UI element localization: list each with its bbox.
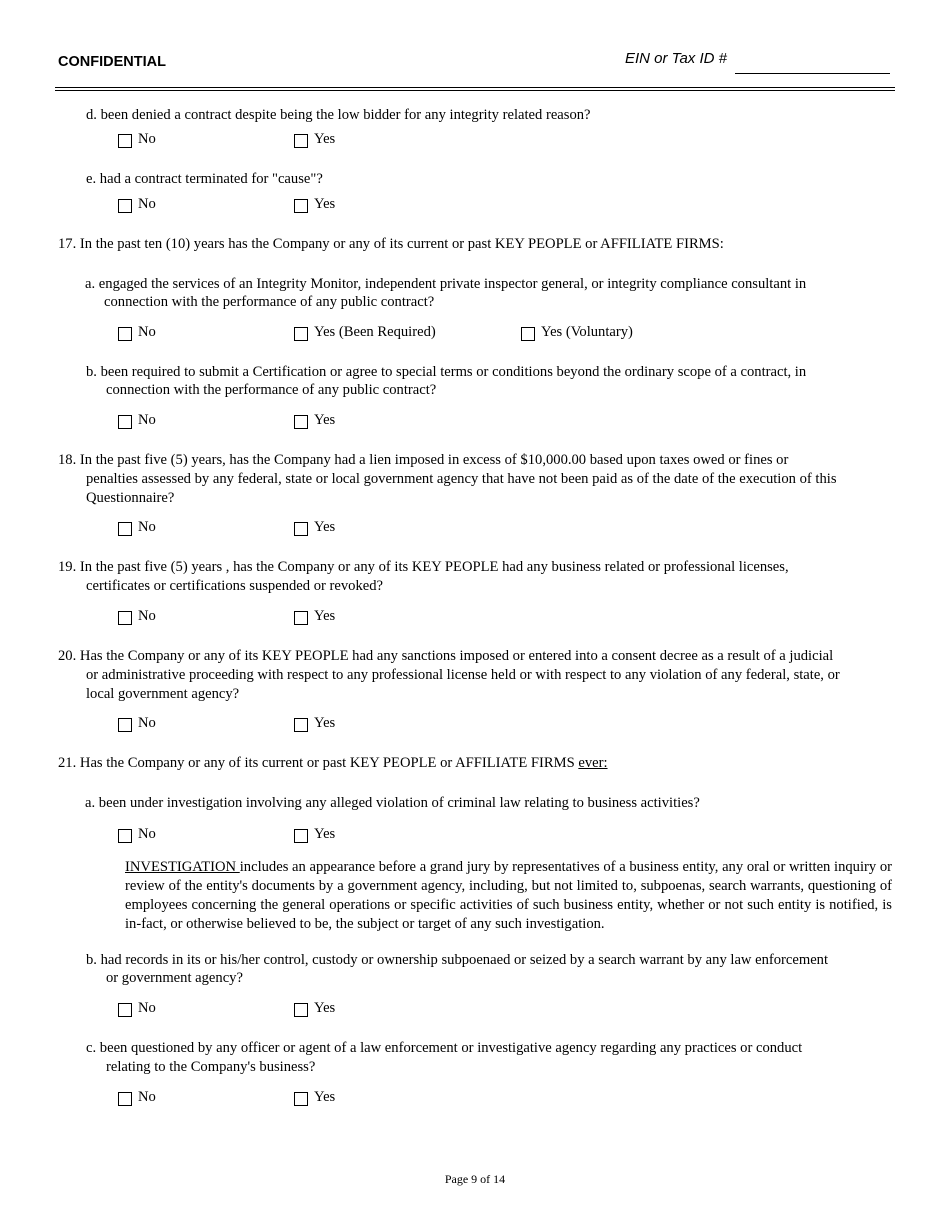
checkbox-icon[interactable]: [118, 327, 132, 341]
question-text: Has the Company or any of its KEY PEOPLE had any sanctions imposed or entered into a consent decree as a result of a judicial: [79, 648, 834, 664]
checkbox-icon[interactable]: [118, 415, 132, 429]
question-18-line3: Questionnaire?: [86, 490, 175, 506]
option-label: No: [138, 411, 156, 428]
question-text: Has the Company or any of its current or past KEY PEOPLE or AFFILIATE FIRMS: [79, 755, 579, 771]
q21b-yes-option[interactable]: [294, 999, 335, 1017]
question-21b-line1: [86, 951, 828, 970]
question-text: been under investigation involving any alleged violation of criminal law relating to business activities?: [98, 795, 700, 811]
question-17a-line2: connection with the performance of any public contract?: [104, 294, 435, 310]
checkbox-icon[interactable]: [118, 718, 132, 732]
question-text: In the past five (5) years , has the Company or any of its KEY PEOPLE had any business related or professional licenses,: [79, 559, 789, 575]
question-16d: [86, 106, 591, 125]
option-label: No: [138, 195, 156, 212]
question-label: d.: [86, 107, 97, 123]
checkbox-icon[interactable]: [294, 199, 308, 213]
checkbox-icon[interactable]: [118, 611, 132, 625]
definition-text: includes an appearance before a grand jury by representatives of a business entity, any oral or written inquiry or review of the entity's documents by a government agency, including, but not limited to, subpoenas, search warrants, questioning of employees concerning the general operations or specific activities of such business entity, whether or not such entity is notified, is in-fact, or otherwise believed to be, the subject or target of any such investigation.: [125, 859, 892, 932]
q19-yes-option[interactable]: [294, 607, 335, 625]
question-text: In the past ten (10) years has the Company or any of its current or past KEY PEOPLE or AFFILIATE FIRMS:: [79, 236, 724, 252]
ein-input-line[interactable]: [735, 73, 890, 74]
question-text: had a contract terminated for "cause"?: [99, 171, 323, 187]
option-label: Yes (Voluntary): [541, 323, 633, 340]
question-number: 17.: [58, 236, 77, 252]
option-label: No: [138, 825, 156, 842]
option-label: Yes: [314, 714, 336, 731]
option-label: No: [138, 714, 156, 731]
ever-emphasis: ever:: [578, 755, 608, 771]
header-divider-bottom: [55, 90, 895, 91]
q20-no-option[interactable]: [118, 714, 156, 732]
question-text: been questioned by any officer or agent of a law enforcement or investigative agency regarding any practices or conduct: [99, 1040, 803, 1056]
checkbox-icon[interactable]: [294, 134, 308, 148]
checkbox-icon[interactable]: [294, 1092, 308, 1106]
question-17a-line1: [85, 275, 806, 294]
checkbox-icon[interactable]: [118, 1003, 132, 1017]
option-label: Yes: [314, 1088, 336, 1105]
question-21c-line1: [86, 1039, 802, 1058]
checkbox-icon[interactable]: [294, 415, 308, 429]
checkbox-icon[interactable]: [521, 327, 535, 341]
option-label: Yes: [314, 130, 336, 147]
q16e-no-option[interactable]: [118, 195, 156, 213]
checkbox-icon[interactable]: [294, 718, 308, 732]
q17a-no-option[interactable]: [118, 323, 156, 341]
question-17: [58, 235, 724, 254]
definition-term: INVESTIGATION: [125, 859, 240, 875]
checkbox-icon[interactable]: [294, 611, 308, 625]
question-18-line1: [58, 451, 788, 470]
question-17b-line1: [86, 363, 806, 382]
question-number: 20.: [58, 648, 77, 664]
option-label: No: [138, 607, 156, 624]
q17b-no-option[interactable]: [118, 411, 156, 429]
q16d-yes-option[interactable]: [294, 130, 335, 148]
question-label: b.: [86, 364, 97, 380]
question-number: 19.: [58, 559, 77, 575]
checkbox-icon[interactable]: [294, 1003, 308, 1017]
q18-yes-option[interactable]: [294, 518, 335, 536]
option-label: Yes: [314, 607, 336, 624]
question-label: b.: [86, 952, 97, 968]
q20-yes-option[interactable]: [294, 714, 335, 732]
q18-no-option[interactable]: [118, 518, 156, 536]
q16d-no-option[interactable]: [118, 130, 156, 148]
q17a-yes-required-option[interactable]: [294, 323, 436, 341]
question-number: 21.: [58, 755, 77, 771]
option-label: Yes: [314, 999, 336, 1016]
question-19-line1: [58, 558, 789, 577]
question-18-line2: penalties assessed by any federal, state or local government agency that have not been paid as of the date of the execution of this: [86, 471, 837, 487]
checkbox-icon[interactable]: [118, 134, 132, 148]
option-label: No: [138, 999, 156, 1016]
q21b-no-option[interactable]: [118, 999, 156, 1017]
ein-label: EIN or Tax ID #: [625, 50, 727, 67]
question-20-line2: or administrative proceeding with respect to any professional license held or with respect to any violation of any federal, state, or: [86, 667, 840, 683]
question-21c-line2: relating to the Company's business?: [106, 1059, 316, 1075]
checkbox-icon[interactable]: [118, 1092, 132, 1106]
option-label: No: [138, 518, 156, 535]
q21c-no-option[interactable]: [118, 1088, 156, 1106]
question-text: had records in its or his/her control, custody or ownership subpoenaed or seized by a search warrant by any law enforcement: [100, 952, 829, 968]
question-text: In the past five (5) years, has the Company had a lien imposed in excess of $10,000.00 based upon taxes owed or fines or: [79, 452, 789, 468]
option-label: Yes: [314, 195, 336, 212]
q17a-yes-voluntary-option[interactable]: [521, 323, 633, 341]
checkbox-icon[interactable]: [118, 199, 132, 213]
q21a-no-option[interactable]: [118, 825, 156, 843]
question-label: c.: [86, 1040, 97, 1056]
question-21b-line2: or government agency?: [106, 970, 243, 986]
question-20-line1: [58, 647, 833, 666]
question-text: engaged the services of an Integrity Monitor, independent private inspector general, or integrity compliance consultant in: [98, 276, 807, 292]
question-19-line2: certificates or certifications suspended or revoked?: [86, 578, 384, 594]
q17b-yes-option[interactable]: [294, 411, 335, 429]
investigation-definition: [125, 858, 892, 934]
checkbox-icon[interactable]: [118, 522, 132, 536]
confidential-label: CONFIDENTIAL: [58, 54, 166, 70]
question-20-line3: local government agency?: [86, 686, 240, 702]
q16e-yes-option[interactable]: [294, 195, 335, 213]
question-label: e.: [86, 171, 97, 187]
q21a-yes-option[interactable]: [294, 825, 335, 843]
option-label: No: [138, 1088, 156, 1105]
question-number: 18.: [58, 452, 77, 468]
question-label: a.: [85, 276, 96, 292]
q21c-yes-option[interactable]: [294, 1088, 335, 1106]
checkbox-icon[interactable]: [294, 522, 308, 536]
page-number: Page 9 of 14: [444, 1172, 506, 1186]
option-label: No: [138, 130, 156, 147]
question-16e: [86, 170, 323, 189]
option-label: Yes: [314, 825, 336, 842]
question-17b-line2: connection with the performance of any public contract?: [106, 382, 437, 398]
option-label: Yes: [314, 518, 336, 535]
question-text: been denied a contract despite being the low bidder for any integrity related reason?: [100, 107, 591, 123]
question-label: a.: [85, 795, 96, 811]
checkbox-icon[interactable]: [294, 327, 308, 341]
option-label: Yes: [314, 411, 336, 428]
option-label: Yes (Been Required): [314, 323, 436, 340]
q19-no-option[interactable]: [118, 607, 156, 625]
question-21a: [85, 794, 700, 813]
checkbox-icon[interactable]: [294, 829, 308, 843]
header-divider-top: [55, 87, 895, 88]
question-21: [58, 754, 608, 773]
option-label: No: [138, 323, 156, 340]
question-text: been required to submit a Certification or agree to special terms or conditions beyond the ordinary scope of a contract, in: [100, 364, 807, 380]
checkbox-icon[interactable]: [118, 829, 132, 843]
